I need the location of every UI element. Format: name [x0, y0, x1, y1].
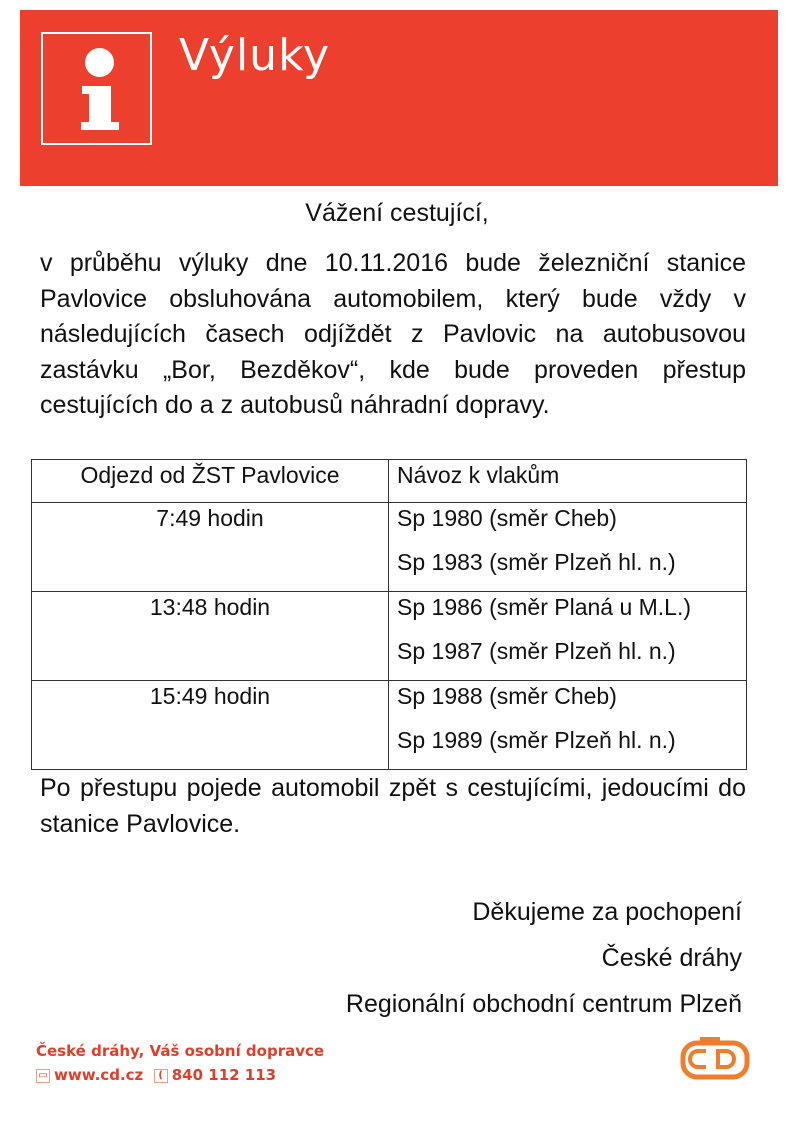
table-row	[32, 503, 747, 592]
header-banner	[20, 10, 778, 186]
signature-thanks: Děkujeme za pochopení	[472, 898, 742, 926]
footer-web-link[interactable]: www.cd.cz	[54, 1066, 144, 1084]
table-row	[32, 592, 747, 681]
departure-time: 15:49 hodin	[149, 683, 271, 709]
train-item: Sp 1980 (směr Cheb)	[397, 505, 617, 531]
info-icon	[41, 32, 152, 145]
signature-company: České dráhy	[601, 944, 742, 972]
train-item: Sp 1988 (směr Cheb)	[397, 683, 617, 709]
computer-icon: ▭	[36, 1069, 50, 1083]
departure-time: 7:49 hodin	[156, 505, 264, 531]
train-item: Sp 1989 (směr Plzeň hl. n.)	[397, 727, 676, 753]
train-item: Sp 1983 (směr Plzeň hl. n.)	[397, 549, 676, 575]
footer-contacts	[36, 1066, 276, 1084]
cd-logo	[680, 1035, 752, 1083]
schedule-table	[31, 459, 747, 770]
signature-department: Regionální obchodní centrum Plzeň	[345, 990, 742, 1018]
train-item: Sp 1987 (směr Plzeň hl. n.)	[397, 638, 676, 664]
train-item: Sp 1986 (směr Planá u M.L.)	[397, 594, 692, 620]
table-row	[32, 681, 747, 770]
table-header-row	[32, 460, 747, 503]
banner-title: Výluky	[179, 30, 331, 81]
closing-paragraph: Po přestupu pojede automobil zpět s cestujícími, jedoucími do stanice Pavlovice.	[40, 774, 746, 838]
intro-paragraph: v průběhu výluky dne 10.11.2016 bude železniční stanice Pavlovice obsluhována automobilem, který bude vždy v následujících časech odjíždět z Pavlovic na autobusovou zastávku „Bor, Bezděkov“, kde bude proveden přestup cestujících do a z autobusů náhradní dopravy.	[40, 249, 746, 419]
greeting: Vážení cestující,	[305, 199, 489, 227]
footer-phone: 840 112 113	[171, 1066, 277, 1084]
footer-slogan: České dráhy, Váš osobní dopravce	[36, 1042, 325, 1060]
header-trains: Návoz k vlakům	[389, 460, 747, 503]
header-departure: Odjezd od ŽST Pavlovice	[32, 460, 389, 503]
departure-time: 13:48 hodin	[149, 594, 271, 620]
phone-icon: (	[154, 1069, 168, 1083]
